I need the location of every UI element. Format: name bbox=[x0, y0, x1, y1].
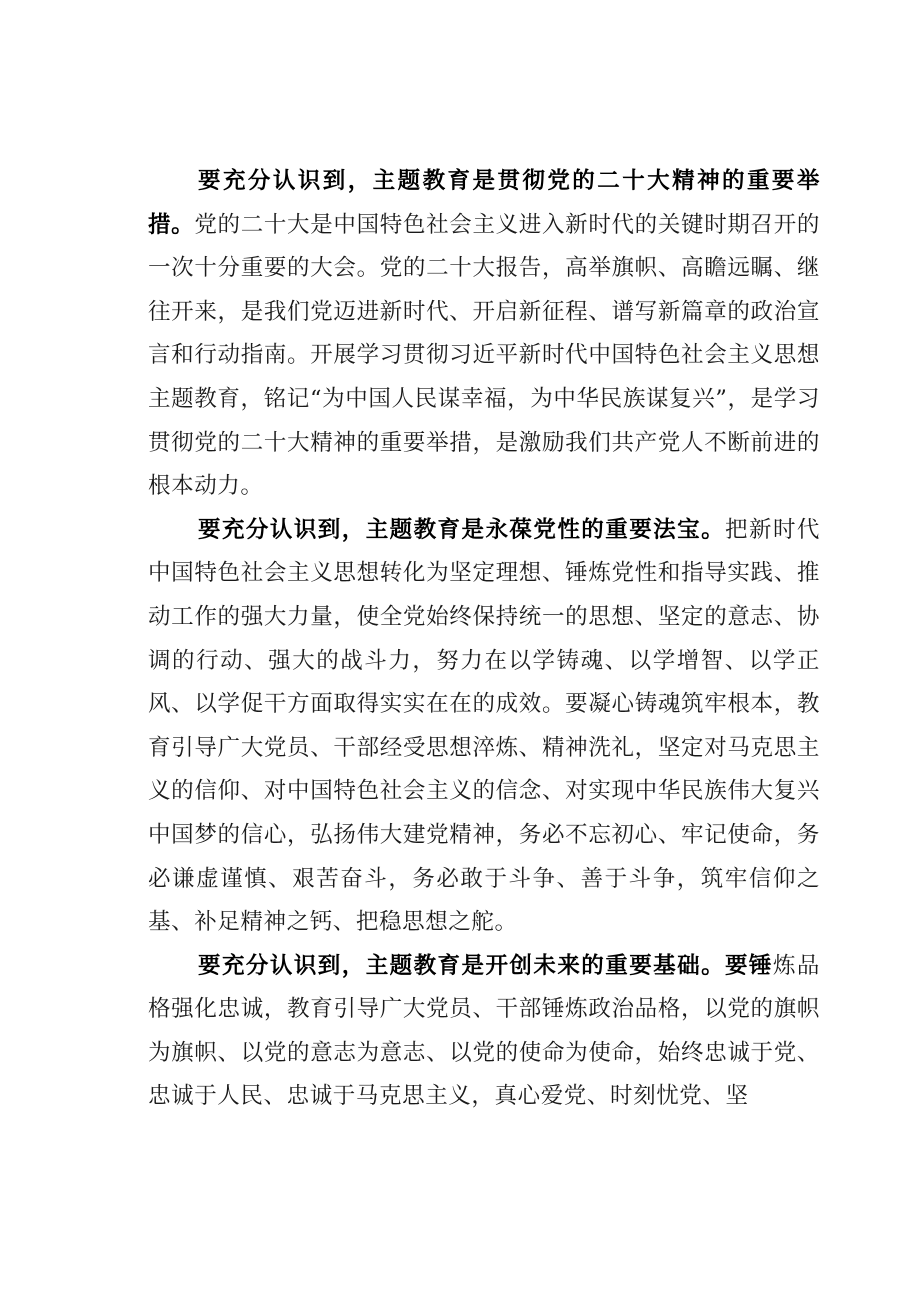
paragraph-1-heading: 要充分认识到，主题教育是贯彻党的二十大精神的重要举措。 bbox=[148, 168, 820, 238]
paragraph-3 bbox=[148, 945, 820, 1119]
paragraph-2-text: 把新时代中国特色社会主义思想转化为坚定理想、锤炼党性和指导实践、推动工作的强大力量，使全党始终保持统一的思想、坚定的意志、协调的行动、强大的战斗力，努力在以学铸魂、以学增智、以学正风、以学促干方面取得实实在在的成效。要凝心铸魂筑牢根本，教育引导广大党员、干部经受思想淬炼、精神洗礼，坚定对马克思主义的信仰、对中国特色社会主义的信念、对实现中华民族伟大复兴中国梦的信心，弘扬伟大建党精神，务必不忘初心、牢记使命，务必谦虚谨慎、艰苦奋斗，务必敢于斗争、善于斗争，筑牢信仰之基、补足精神之钙、把稳思想之舵。 bbox=[148, 516, 820, 936]
paragraph-3-heading: 要充分认识到，主题教育是开创未来的重要基础。要锤 bbox=[198, 952, 773, 979]
paragraph-3-text: 炼品格强化忠诚，教育引导广大党员、干部锤炼政治品格，以党的旗帜为旗帜、以党的意志为意志、以党的使命为使命，始终忠诚于党、忠诚于人民、忠诚于马克思主义，真心爱党、时刻忧党、坚 bbox=[148, 952, 820, 1110]
paragraph-1 bbox=[148, 160, 820, 509]
paragraph-1-text: 党的二十大是中国特色社会主义进入新时代的关键时期召开的一次十分重要的大会。党的二十大报告，高举旗帜、高瞻远瞩、继往开来，是我们党迈进新时代、开启新征程、谱写新篇章的政治宣言和行动指南。开展学习贯彻习近平新时代中国特色社会主义思想主题教育，铭记“为中国人民谋幸福，为中华民族谋复兴”，是学习贯彻党的二十大精神的重要举措，是激励我们共产党人不断前进的根本动力。 bbox=[148, 211, 821, 500]
document-body bbox=[148, 160, 820, 1119]
paragraph-2-heading: 要充分认识到，主题教育是永葆党性的重要法宝。 bbox=[198, 516, 726, 543]
paragraph-2 bbox=[148, 509, 820, 945]
